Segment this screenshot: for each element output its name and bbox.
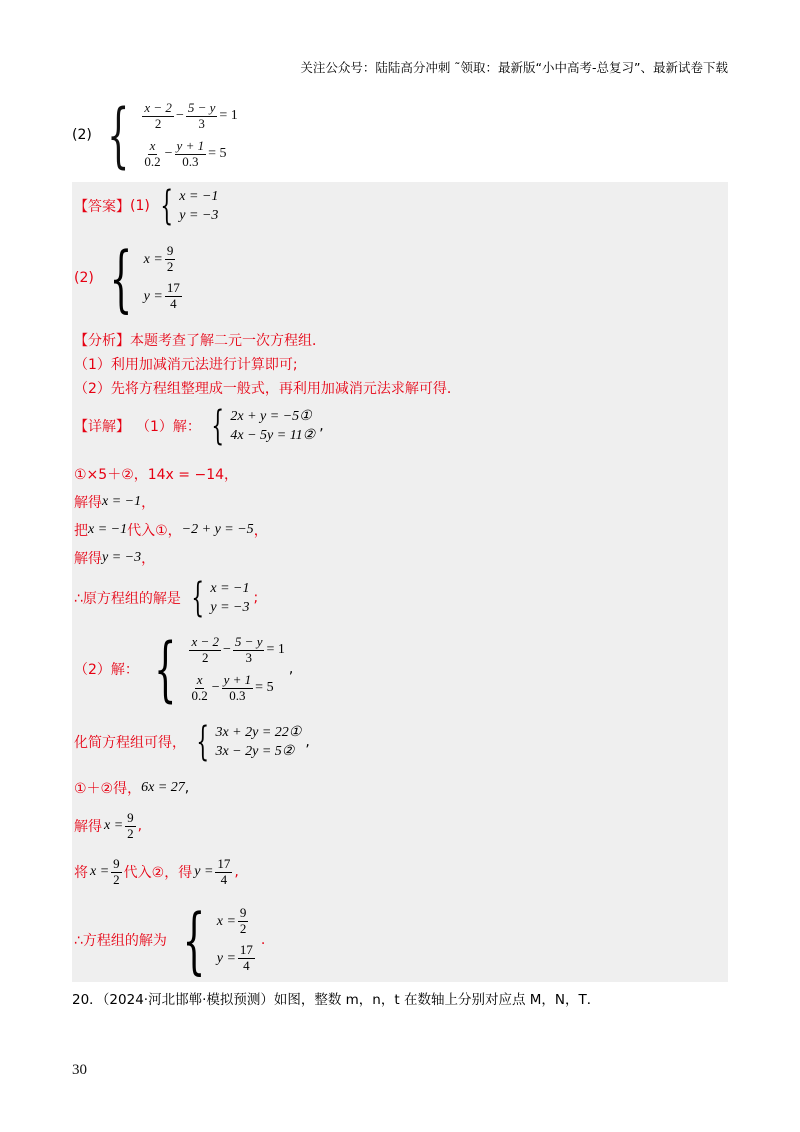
left-brace-icon: { (182, 898, 206, 982)
problem-2 (72, 96, 242, 174)
detail-step-6: 化简方程组可得， { 3x + 2y = 22① 3x − 2y = 5② , (74, 719, 310, 765)
problem-2-system: { $\frac{x - 2}{2}$ − $\frac{5 - y}{3}$ = 1 $\frac{x}{0.2}$ − $\frac{y + 1}{0.3}$ = 5 (106, 94, 238, 176)
analysis-tag: 【分析】 (74, 333, 130, 349)
question-20: 20．（2024·河北邯郸·模拟预测）如图，整数 m，n，t 在数轴上分别对应点 M，N，T． (72, 992, 601, 1008)
left-brace-icon: { (106, 94, 130, 176)
problem-2-label: (2) (72, 127, 92, 143)
left-brace-icon: { (191, 575, 205, 621)
left-brace-icon: { (211, 403, 225, 449)
left-brace-icon: { (109, 236, 133, 320)
detail-part-2: （2）解： { $\frac{x - 2}{2}$ − $\frac{5 - y}{3}$ = 1 $\frac{x}{0.2}$ − $\frac{y + 1}{0.3}$ = 5 , (74, 628, 294, 710)
detail-step-5: ∴原方程组的解是 { x = −1 y = −3 ; (74, 575, 259, 621)
analysis-step-2: （2）先将方程组整理成一般式，再利用加减消元法求解可得． (74, 381, 461, 397)
detail-step-9: 将 x = $\frac{9}{2}$ 代入②，得 y = $\frac{17}{4}$ , (74, 855, 239, 887)
detail-step-7: ①＋②得， 6x = 27 , (74, 780, 190, 797)
detail-step-2: 解得 x = −1 ， (74, 494, 156, 511)
detail-tag: 【详解】 (74, 419, 130, 435)
detail-step-4: 解得 y = −3 ， (74, 550, 156, 567)
analysis-step-1: （1）利用加减消元法进行计算即可; (74, 357, 298, 373)
left-brace-icon: { (160, 183, 173, 229)
answer-line-2: (2) { x = $\frac{9}{2}$ y = $\frac{17}{4}$ (74, 236, 180, 320)
left-brace-icon: { (154, 628, 177, 710)
detail-line-1: 【详解】 （1）解： { 2x + y = −5① 4x − 5y = 11② , (74, 403, 324, 449)
detail-step-1: ①×5＋②，14x = −14， (74, 467, 239, 483)
left-brace-icon: { (196, 719, 210, 765)
page-number: 30 (72, 1062, 87, 1078)
detail-step-3: 把 x = −1 代入①， −2 + y = −5 ， (74, 522, 268, 539)
answer-line-1: 【答案】 (1) { x = −1 y = −3 (74, 183, 219, 229)
detail-step-10: ∴方程组的解为 { x = $\frac{9}{2}$ y = $\frac{17}{4}$ . (74, 898, 266, 982)
detail-step-8: 解得 x = $\frac{9}{2}$ , (74, 809, 143, 841)
analysis-line: 【分析】 本题考查了解二元一次方程组． (74, 330, 326, 350)
page-header: 关注公众号：陆陆高分冲刺 ˜领取：最新版“小中高考-总复习”、最新试卷下载 (300, 60, 728, 75)
answer-tag: 【答案】 (74, 199, 130, 215)
